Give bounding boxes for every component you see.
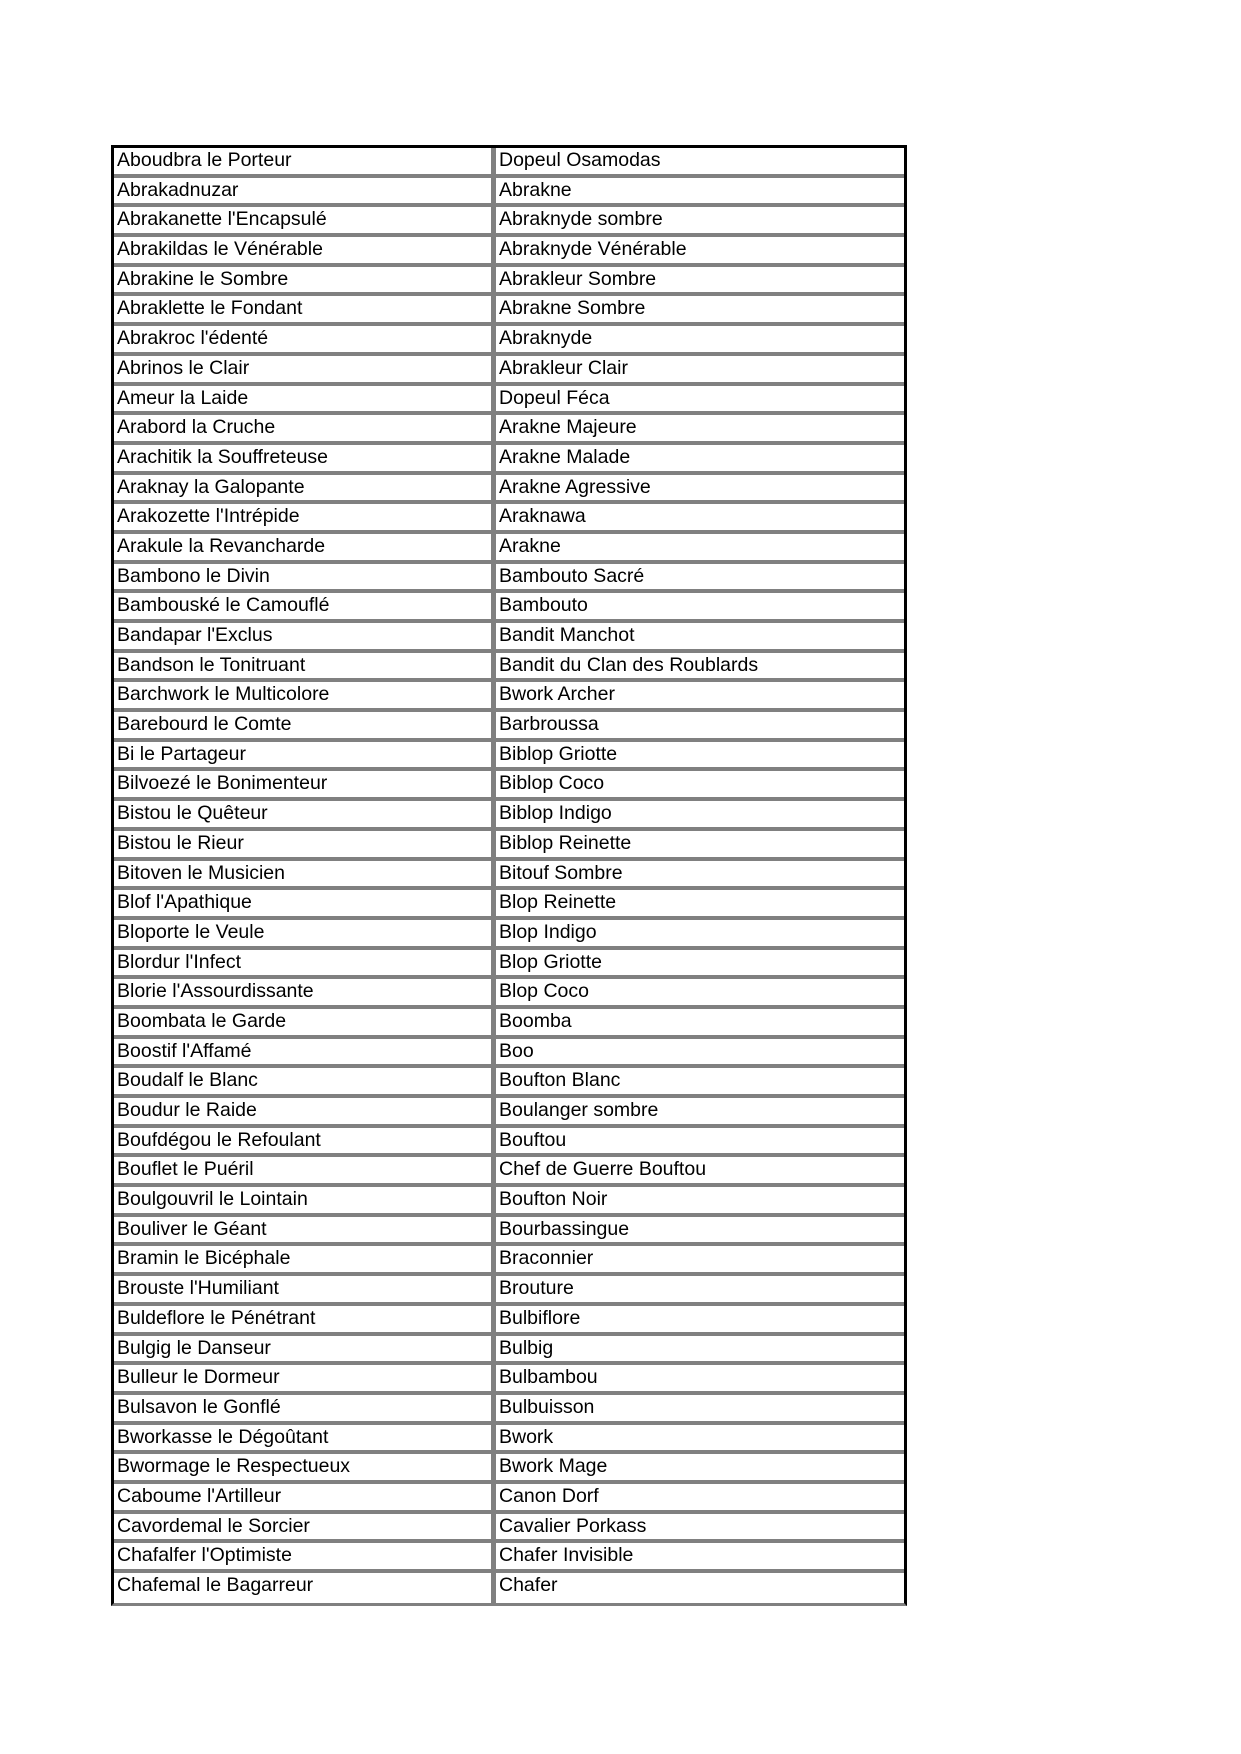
table-row xyxy=(114,831,904,861)
cell-monster-name[interactable]: Abraknyde sombre xyxy=(499,208,663,231)
cell-monster-name[interactable]: Bwork xyxy=(499,1425,554,1448)
table-row xyxy=(114,623,904,653)
cell-archmonster-name[interactable]: Abrakine le Sombre xyxy=(114,267,496,293)
table-row xyxy=(114,979,904,1009)
table-row xyxy=(114,326,904,356)
cell-monster-name[interactable]: Blop Coco xyxy=(499,980,589,1003)
cell-monster-name[interactable]: Bulbuisson xyxy=(499,1395,595,1418)
table-row xyxy=(114,445,904,475)
cell-monster-name[interactable]: Arakne Majeure xyxy=(499,416,637,439)
table-row xyxy=(114,386,904,416)
cell-monster-name[interactable]: Arakne Agressive xyxy=(499,475,651,498)
cell-monster-name[interactable]: Bambouto Sacré xyxy=(499,564,645,587)
cell-monster-name[interactable]: Abraknyde xyxy=(499,327,593,350)
cell-monster-name[interactable]: Bulbig xyxy=(499,1336,554,1359)
cell-monster-name[interactable]: Boulanger sombre xyxy=(499,1099,659,1121)
cell-monster-name[interactable]: Biblop Indigo xyxy=(499,802,612,825)
cell-archmonster-name[interactable]: Bouflet le Puéril xyxy=(114,1157,496,1183)
cell-archmonster-name[interactable]: Bilvoezé le Bonimenteur xyxy=(114,771,496,797)
cell-monster-name[interactable]: Abrakne xyxy=(499,178,572,201)
cell-monster-name[interactable]: Brouture xyxy=(499,1277,574,1300)
cell-archmonster-name[interactable]: Boudur le Raide xyxy=(114,1098,496,1124)
cell-archmonster-name[interactable]: Ameur la Laide xyxy=(114,386,496,412)
table-row xyxy=(114,801,904,831)
cell-archmonster-name[interactable]: Chafalfer l'Optimiste xyxy=(114,1543,496,1569)
cell-monster-name[interactable]: Boufton Blanc xyxy=(499,1069,621,1092)
table-row xyxy=(114,178,904,208)
cell-monster-name[interactable]: Biblop Reinette xyxy=(499,831,632,854)
cell-monster-name[interactable]: Abraknyde Vénérable xyxy=(499,238,687,261)
cell-archmonster-name[interactable]: Bambouské le Camouflé xyxy=(114,593,496,619)
table-row xyxy=(114,653,904,683)
cell-archmonster-name[interactable]: Arakozette l'Intrépide xyxy=(114,504,496,530)
cell-monster-name[interactable]: Bwork Archer xyxy=(499,683,615,706)
cell-archmonster-name[interactable]: Boudalf le Blanc xyxy=(114,1068,496,1094)
table-row xyxy=(114,950,904,980)
table-row xyxy=(114,1425,904,1455)
table-row xyxy=(114,1336,904,1366)
cell-archmonster-name[interactable]: Abrakildas le Vénérable xyxy=(114,237,496,263)
table-row xyxy=(114,1068,904,1098)
cell-archmonster-name[interactable]: Blordur l'Infect xyxy=(114,950,496,976)
cell-monster-name[interactable]: Boo xyxy=(499,1039,534,1062)
cell-archmonster-name[interactable]: Arakule la Revancharde xyxy=(114,534,496,560)
cell-archmonster-name[interactable]: Blorie l'Assourdissante xyxy=(114,979,496,1005)
cell-archmonster-name[interactable]: Abrinos le Clair xyxy=(114,356,496,382)
cell-archmonster-name[interactable]: Buldeflore le Pénétrant xyxy=(114,1306,496,1332)
table-row xyxy=(114,712,904,742)
cell-monster-name[interactable]: Braconnier xyxy=(499,1247,594,1270)
table-row xyxy=(114,682,904,712)
table-row xyxy=(114,296,904,326)
cell-archmonster-name[interactable]: Abrakadnuzar xyxy=(114,178,496,204)
cell-monster-name[interactable]: Araknawa xyxy=(499,505,586,528)
cell-archmonster-name[interactable]: Boulgouvril le Lointain xyxy=(114,1187,496,1213)
table-row xyxy=(114,920,904,950)
table-row xyxy=(114,771,904,801)
table-row xyxy=(114,1187,904,1217)
cell-archmonster-name[interactable]: Brouste l'Humiliant xyxy=(114,1276,496,1302)
table-row xyxy=(114,1098,904,1128)
table-row xyxy=(114,237,904,267)
cell-monster-name[interactable]: Bwork Mage xyxy=(499,1455,608,1478)
cell-archmonster-name[interactable]: Bistou le Quêteur xyxy=(114,801,496,827)
cell-archmonster-name[interactable]: Arabord la Cruche xyxy=(114,415,496,441)
table-row xyxy=(114,861,904,891)
table-row xyxy=(114,1543,904,1573)
cell-archmonster-name[interactable]: Araknay la Galopante xyxy=(114,475,496,501)
table-row xyxy=(114,564,904,594)
cell-monster-name[interactable]: Abrakleur Clair xyxy=(499,356,628,379)
cell-archmonster-name[interactable]: Bitoven le Musicien xyxy=(114,861,496,887)
cell-archmonster-name[interactable]: Boufdégou le Refoulant xyxy=(114,1128,496,1154)
table-row xyxy=(114,504,904,534)
cell-archmonster-name[interactable]: Bandson le Tonitruant xyxy=(114,653,496,679)
table-row xyxy=(114,1039,904,1069)
cell-archmonster-name[interactable]: Bistou le Rieur xyxy=(114,831,496,857)
cell-archmonster-name[interactable]: Caboume l'Artilleur xyxy=(114,1484,496,1510)
cell-archmonster-name[interactable]: Bwormage le Respectueux xyxy=(114,1454,496,1480)
table-row xyxy=(114,148,904,178)
table-row xyxy=(114,267,904,297)
cell-archmonster-name[interactable]: Bulgig le Danseur xyxy=(114,1336,496,1362)
cell-monster-name[interactable]: Dopeul Osamodas xyxy=(499,149,661,171)
cell-monster-name[interactable]: Bandit Manchot xyxy=(499,624,635,646)
cell-monster-name[interactable]: Barbroussa xyxy=(499,713,599,736)
cell-archmonster-name[interactable]: Bloporte le Veule xyxy=(114,920,496,946)
table-row xyxy=(114,890,904,920)
table-row xyxy=(114,415,904,445)
table-row xyxy=(114,1514,904,1544)
table-row xyxy=(114,356,904,386)
table-row xyxy=(114,742,904,772)
cell-monster-name[interactable]: Blop Reinette xyxy=(499,891,617,914)
cell-monster-name[interactable]: Blop Griotte xyxy=(499,950,602,973)
cell-archmonster-name[interactable]: Arachitik la Souffreteuse xyxy=(114,445,496,471)
spreadsheet-table xyxy=(111,145,907,1606)
cell-archmonster-name[interactable]: Bramin le Bicéphale xyxy=(114,1246,496,1272)
cell-archmonster-name[interactable]: Bworkasse le Dégoûtant xyxy=(114,1425,496,1451)
cell-monster-name[interactable]: Chef de Guerre Bouftou xyxy=(499,1158,707,1181)
cell-monster-name[interactable]: Abrakleur Sombre xyxy=(499,267,657,290)
table-row xyxy=(114,1395,904,1425)
cell-archmonster-name[interactable]: Boostif l'Affamé xyxy=(114,1039,496,1065)
cell-monster-name[interactable]: Bouftou xyxy=(499,1128,567,1151)
cell-monster-name[interactable]: Bambouto xyxy=(499,594,588,617)
cell-archmonster-name[interactable]: Cavordemal le Sorcier xyxy=(114,1514,496,1540)
cell-archmonster-name[interactable]: Bandapar l'Exclus xyxy=(114,623,496,649)
table-row xyxy=(114,1573,904,1603)
table-row xyxy=(114,1365,904,1395)
cell-archmonster-name[interactable]: Barebourd le Comte xyxy=(114,712,496,738)
cell-monster-name[interactable]: Bourbassingue xyxy=(499,1217,630,1240)
cell-archmonster-name[interactable]: Abrakroc l'édenté xyxy=(114,326,496,352)
cell-archmonster-name[interactable]: Abraklette le Fondant xyxy=(114,296,496,322)
cell-archmonster-name[interactable]: Bouliver le Géant xyxy=(114,1217,496,1243)
table-row xyxy=(114,1128,904,1158)
cell-archmonster-name[interactable]: Bulsavon le Gonflé xyxy=(114,1395,496,1421)
cell-monster-name[interactable]: Blop Indigo xyxy=(499,920,597,943)
cell-monster-name[interactable]: Canon Dorf xyxy=(499,1484,599,1507)
cell-monster-name[interactable]: Bulbambou xyxy=(499,1366,598,1389)
table-row xyxy=(114,1484,904,1514)
cell-monster-name[interactable]: Biblop Griotte xyxy=(499,742,618,765)
table-row xyxy=(114,1454,904,1484)
cell-archmonster-name[interactable]: Abrakanette l'Encapsulé xyxy=(114,207,496,233)
cell-archmonster-name[interactable]: Bi le Partageur xyxy=(114,742,496,768)
cell-monster-name[interactable]: Arakne Malade xyxy=(499,445,631,468)
cell-archmonster-name[interactable]: Blof l'Apathique xyxy=(114,890,496,916)
cell-archmonster-name[interactable]: Chafemal le Bagarreur xyxy=(114,1573,496,1603)
table-row xyxy=(114,1009,904,1039)
cell-monster-name[interactable]: Chafer xyxy=(499,1574,558,1596)
table-row xyxy=(114,1306,904,1336)
cell-monster-name[interactable]: Boufton Noir xyxy=(499,1188,608,1211)
cell-archmonster-name[interactable]: Bulleur le Dormeur xyxy=(114,1365,496,1391)
table-row xyxy=(114,593,904,623)
cell-monster-name[interactable]: Abrakne Sombre xyxy=(499,297,646,320)
table-row xyxy=(114,534,904,564)
cell-archmonster-name[interactable]: Boombata le Garde xyxy=(114,1009,496,1035)
cell-monster-name[interactable]: Cavalier Porkass xyxy=(499,1514,647,1537)
cell-monster-name[interactable]: Bandit du Clan des Roublards xyxy=(499,653,759,676)
cell-monster-name[interactable]: Bitouf Sombre xyxy=(499,861,623,884)
cell-monster-name[interactable]: Arakne xyxy=(499,534,561,557)
cell-monster-name[interactable]: Dopeul Féca xyxy=(499,386,610,409)
table-row xyxy=(114,475,904,505)
table-row xyxy=(114,1217,904,1247)
cell-monster-name[interactable]: Bulbiflore xyxy=(499,1306,581,1329)
table-row xyxy=(114,1246,904,1276)
cell-archmonster-name[interactable]: Aboudbra le Porteur xyxy=(114,148,496,174)
table-row xyxy=(114,207,904,237)
cell-archmonster-name[interactable]: Barchwork le Multicolore xyxy=(114,682,496,708)
cell-monster-name[interactable]: Boomba xyxy=(499,1009,572,1032)
cell-archmonster-name[interactable]: Bambono le Divin xyxy=(114,564,496,590)
table-row xyxy=(114,1276,904,1306)
cell-monster-name[interactable]: Chafer Invisible xyxy=(499,1544,634,1567)
cell-monster-name[interactable]: Biblop Coco xyxy=(499,772,605,795)
table-row xyxy=(114,1157,904,1187)
